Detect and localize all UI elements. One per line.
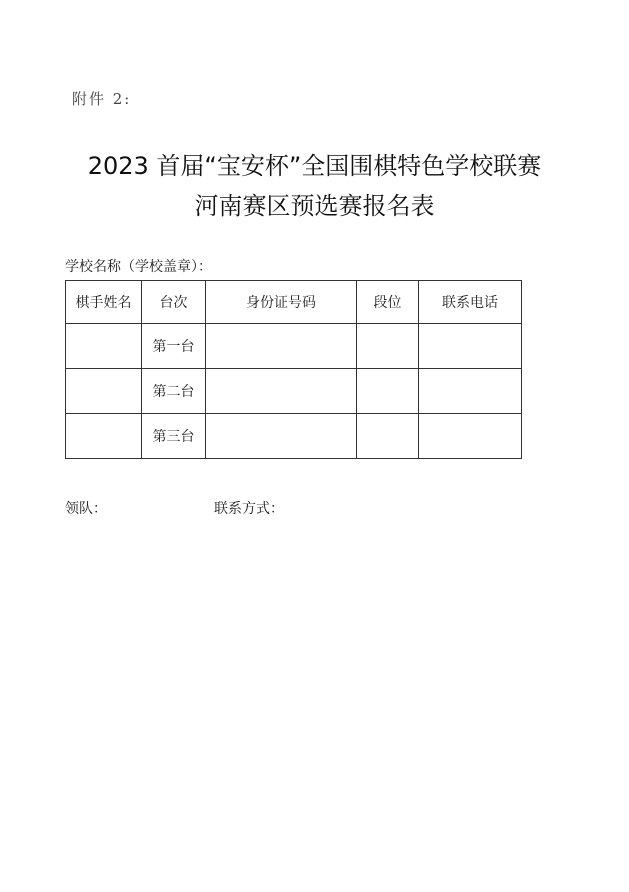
cell-board: 第一台 xyxy=(142,324,206,369)
cell-id-number[interactable] xyxy=(206,414,357,459)
registration-table xyxy=(65,280,522,459)
cell-rank[interactable] xyxy=(357,414,419,459)
cell-phone[interactable] xyxy=(419,369,522,414)
cell-board: 第二台 xyxy=(142,369,206,414)
header-id-number: 身份证号码 xyxy=(206,281,357,324)
table-header-row xyxy=(66,281,522,324)
cell-rank[interactable] xyxy=(357,369,419,414)
cell-player-name[interactable] xyxy=(66,369,142,414)
cell-phone[interactable] xyxy=(419,414,522,459)
header-rank: 段位 xyxy=(357,281,419,324)
header-board: 台次 xyxy=(142,281,206,324)
header-phone: 联系电话 xyxy=(419,281,522,324)
contact-method-label: 联系方式： xyxy=(214,501,284,517)
cell-id-number[interactable] xyxy=(206,369,357,414)
school-name-label: 学校名称（学校盖章）： xyxy=(65,259,212,275)
cell-phone[interactable] xyxy=(419,324,522,369)
cell-player-name[interactable] xyxy=(66,414,142,459)
table-row xyxy=(66,369,522,414)
attachment-label: 附件 2: xyxy=(72,90,132,108)
team-leader-label: 领队： xyxy=(65,501,107,517)
cell-rank[interactable] xyxy=(357,324,419,369)
table-row xyxy=(66,324,522,369)
cell-player-name[interactable] xyxy=(66,324,142,369)
header-player-name: 棋手姓名 xyxy=(66,281,142,324)
table-row xyxy=(66,414,522,459)
cell-board: 第三台 xyxy=(142,414,206,459)
cell-id-number[interactable] xyxy=(206,324,357,369)
document-title-line1: 2023 首届“宝安杯”全国围棋特色学校联赛 xyxy=(87,152,542,180)
document-title-line2: 河南赛区预选赛报名表 xyxy=(194,192,435,220)
